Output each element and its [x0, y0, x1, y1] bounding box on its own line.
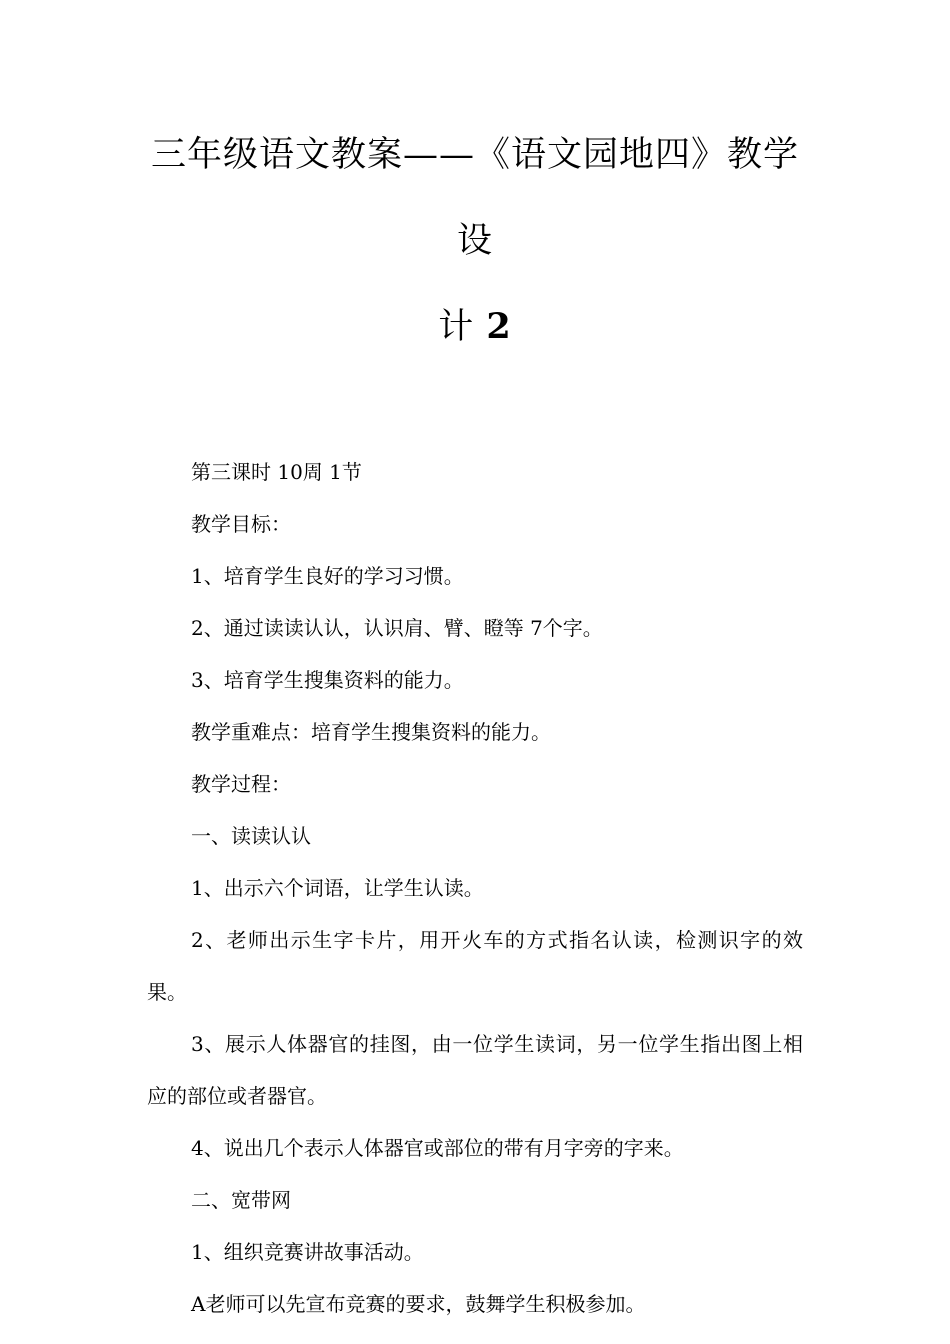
paragraph-step-1-1: 1、出示六个词语，让学生认读。 [191, 876, 484, 900]
paragraph-step-2-1a: A老师可以先宣布竞赛的要求，鼓舞学生积极参加。 [191, 1292, 646, 1316]
paragraph-objective-1: 1、培育学生良好的学习习惯。 [191, 564, 464, 588]
document-body [147, 446, 803, 1330]
paragraph-section-2-heading: 二、宽带网 [191, 1188, 291, 1212]
document-title [147, 0, 803, 370]
paragraph-process-heading: 教学过程： [191, 772, 291, 796]
paragraph-lesson-info: 第三课时 10周 1节 [191, 460, 362, 484]
paragraph-objectives-heading: 教学目标： [191, 512, 291, 536]
paragraph-step-2-1: 1、组织竞赛讲故事活动。 [191, 1240, 424, 1264]
paragraph-step-1-3: 3、展示人体器官的挂图，由一位学生读词，另一位学生指出图上相应的部位或者器官。 [147, 1032, 803, 1108]
paragraph-step-1-2: 2、老师出示生字卡片，用开火车的方式指名认读，检测识字的效果。 [147, 928, 803, 1004]
title-line-2-text: 计 [438, 307, 475, 347]
title-line-2-number: 2 [486, 306, 512, 347]
paragraph-key-points: 教学重难点：培育学生搜集资料的能力。 [191, 720, 551, 744]
paragraph-objective-3: 3、培育学生搜集资料的能力。 [191, 668, 464, 692]
title-line-2 [147, 284, 803, 370]
title-line-1: 三年级语文教案——《语文园地四》教学设 [150, 135, 799, 261]
paragraph-section-1-heading: 一、读读认认 [191, 824, 311, 848]
paragraph-step-1-4: 4、说出几个表示人体器官或部位的带有月字旁的字来。 [191, 1136, 684, 1160]
paragraph-objective-2: 2、通过读读认认，认识肩、臂、瞪等 7个字。 [191, 616, 603, 640]
